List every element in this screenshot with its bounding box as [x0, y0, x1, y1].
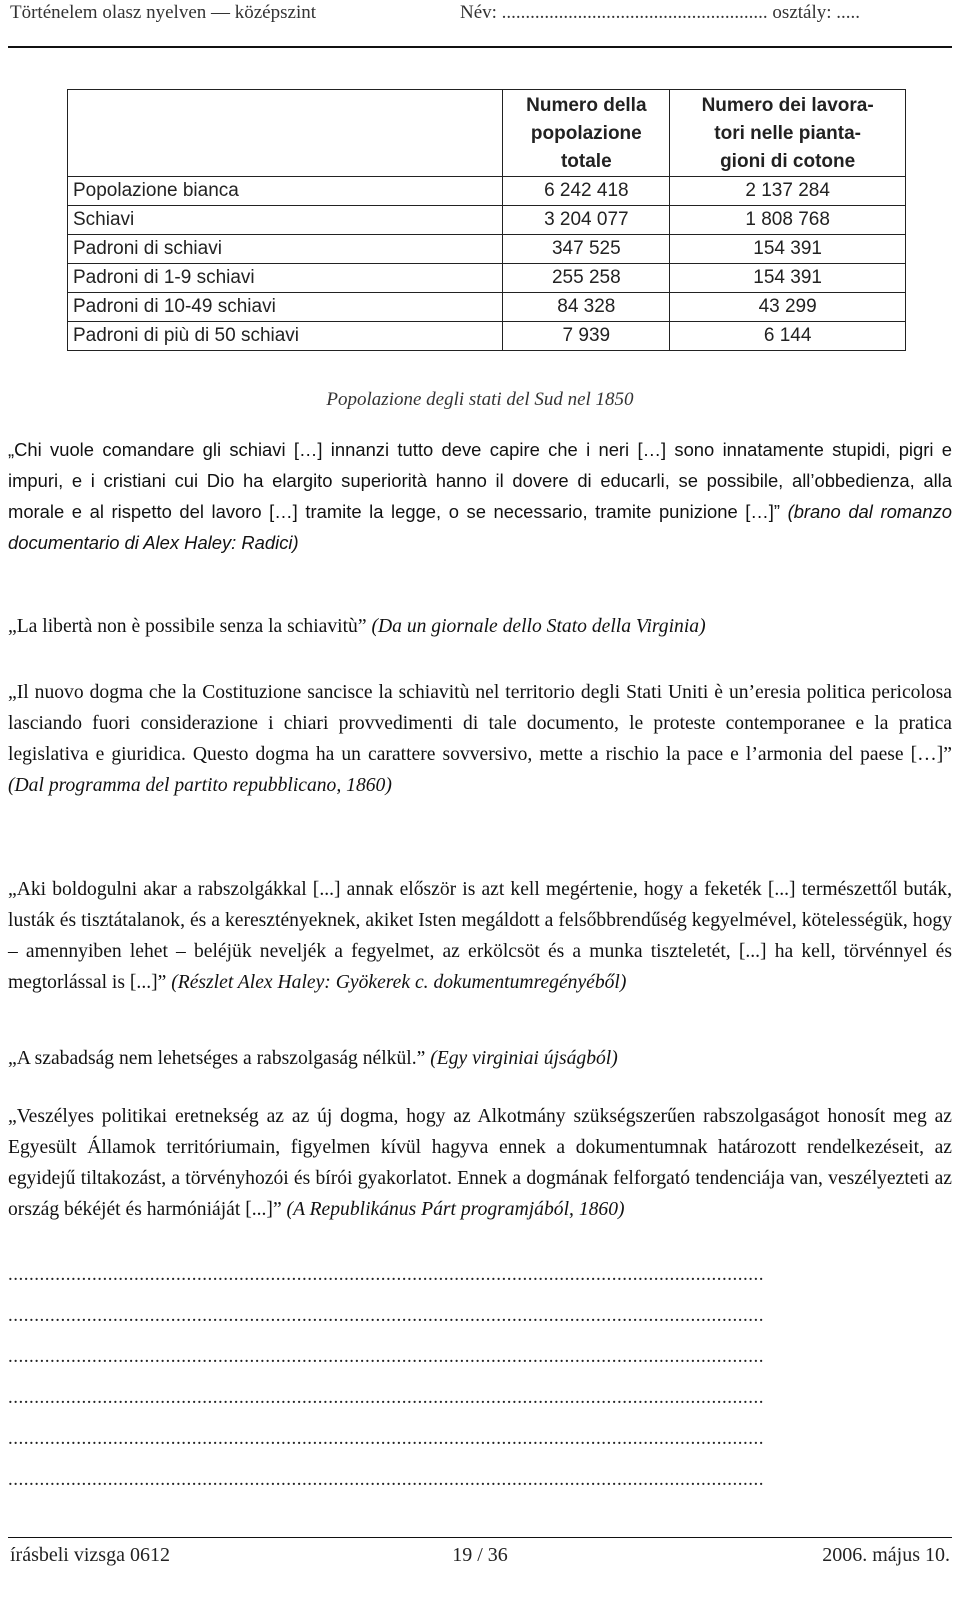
page-number: 19 / 36 [452, 1544, 508, 1566]
row-total: 255 258 [503, 264, 670, 293]
header-line: Numero dei lavora- [701, 95, 874, 116]
quote-text: „A szabadság nem lehetséges a rabszolgaság nélkül.” [8, 1048, 426, 1069]
row-label: Schiavi [68, 206, 503, 235]
row-workers: 6 144 [670, 322, 906, 351]
row-label: Padroni di 1-9 schiavi [68, 264, 503, 293]
header-divider [8, 46, 952, 48]
row-workers: 154 391 [670, 235, 906, 264]
quote-republikanus-part [8, 1101, 952, 1225]
answer-line[interactable]: ................................................................................................................................................ [8, 1264, 764, 1285]
table-header-empty [68, 90, 503, 177]
footer-divider [8, 1537, 952, 1538]
row-total: 347 525 [503, 235, 670, 264]
table-row [68, 235, 906, 264]
row-label: Padroni di 10-49 schiavi [68, 293, 503, 322]
exam-date: 2006. május 10. [822, 1544, 950, 1566]
quote-text: „La libertà non è possibile senza la schiavitù” [8, 616, 367, 637]
quote-text: „Chi vuole comandare gli schiavi […] innanzi tutto deve capire che i neri […] sono innatamente stupidi, pigri e impuri, e i cristiani cui Dio ha elargito superiorità hanno il dovere di educarli, se possibile, all’obbedienza, alla morale e al rispetto del lavoro […] tramite la legge, o se necessario, tramite punizione […]” [8, 439, 952, 522]
exam-code: írásbeli vizsga 0612 [10, 1544, 170, 1566]
quote-republican-program [8, 677, 952, 801]
quote-text: „Veszélyes politikai eretnekség az az új dogma, hogy az Alkotmány szükségszerűen rabszolgaságot honosít meg az Egyesült Államok territóriumain, figyelmen kívül hagyva ennek a dokumentumnak határozott rendelkezéseit, az egyidejű tiltakozást, a törvényhozói és bírói gyakorlatot. Ennek a dogmának felforgató tendenciája van, veszélyezteti az ország békéjét és harmóniáját [...]” [8, 1106, 952, 1220]
answer-line[interactable]: ................................................................................................................................................ [8, 1387, 764, 1408]
row-label: Popolazione bianca [68, 177, 503, 206]
row-label: Padroni di schiavi [68, 235, 503, 264]
header-line: Numero della [526, 95, 647, 116]
table-header-total-population [503, 90, 670, 177]
quote-source: (Egy virginiai újságból) [425, 1048, 618, 1069]
row-label: Padroni di più di 50 schiavi [68, 322, 503, 351]
header-line: totale [560, 151, 612, 172]
answer-line[interactable]: ................................................................................................................................................ [8, 1469, 764, 1490]
quote-source: (Részlet Alex Haley: Gyökerek c. dokumentumregényéből) [166, 972, 627, 993]
name-class-field: Név: ........................................................ osztály: ..... [460, 2, 861, 23]
page-header [8, 0, 952, 44]
row-workers: 1 808 768 [670, 206, 906, 235]
row-total: 84 328 [503, 293, 670, 322]
answer-line[interactable]: ................................................................................................................................................ [8, 1428, 764, 1449]
exam-subject: Történelem olasz nyelven — középszint [10, 2, 317, 23]
row-total: 3 204 077 [503, 206, 670, 235]
table-row [68, 177, 906, 206]
quote-radici [8, 434, 952, 558]
answer-line[interactable]: ................................................................................................................................................ [8, 1346, 764, 1367]
table-caption: Popolazione degli stati del Sud nel 1850 [326, 389, 634, 410]
quote-source: (A Republikánus Párt programjából, 1860) [281, 1199, 625, 1220]
row-total: 7 939 [503, 322, 670, 351]
header-line: gioni di cotone [720, 151, 856, 172]
quote-virginia-newspaper [8, 611, 952, 642]
row-workers: 43 299 [670, 293, 906, 322]
header-line: tori nelle pianta- [714, 123, 862, 144]
quote-text: „Aki boldogulni akar a rabszolgákkal [...] annak először is azt kell megértenie, hogy a feketék [...] természettől buták, lusták és tisztátalanok, és a keresztényeknek, akiket Isten megáldott a felsőbbrendűség kegyelmével, kötelességük, hogy – amennyiben lehet – beléjük neveljék a fegyelmet, az erkölcsöt és a munka tiszteletét, [...] ha kell, törvénnyel és megtorlással is [...]” [8, 879, 952, 993]
header-line: popolazione [530, 123, 642, 144]
table-row [68, 322, 906, 351]
quote-virginiai-ujsag [8, 1043, 952, 1074]
quote-gyokerek [8, 874, 952, 998]
answer-line[interactable]: ................................................................................................................................................ [8, 1305, 764, 1326]
row-workers: 154 391 [670, 264, 906, 293]
quote-text: „Il nuovo dogma che la Costituzione sancisce la schiavitù nel territorio degli Stati Uniti è un’eresia politica pericolosa lasciando fuori considerazione i chiari provvedimenti di tale documento, le proteste contemporanee e la pratica legislativa e giuridica. Questo dogma ha un carattere sovversivo, mette a rischio la pace e l’armonia del paese […]” [8, 682, 952, 765]
row-total: 6 242 418 [503, 177, 670, 206]
quote-source: (Dal programma del partito repubblicano, 1860) [8, 775, 392, 796]
table-row [68, 206, 906, 235]
row-workers: 2 137 284 [670, 177, 906, 206]
table-row [68, 293, 906, 322]
table-header-row [68, 90, 906, 177]
quote-source: (brano dal romanzo documentario di Alex Haley: Radici) [8, 501, 952, 553]
table-row [68, 264, 906, 293]
population-table [67, 89, 906, 351]
table-header-cotton-workers [670, 90, 906, 177]
quote-source: (Da un giornale dello Stato della Virginia) [366, 616, 706, 637]
